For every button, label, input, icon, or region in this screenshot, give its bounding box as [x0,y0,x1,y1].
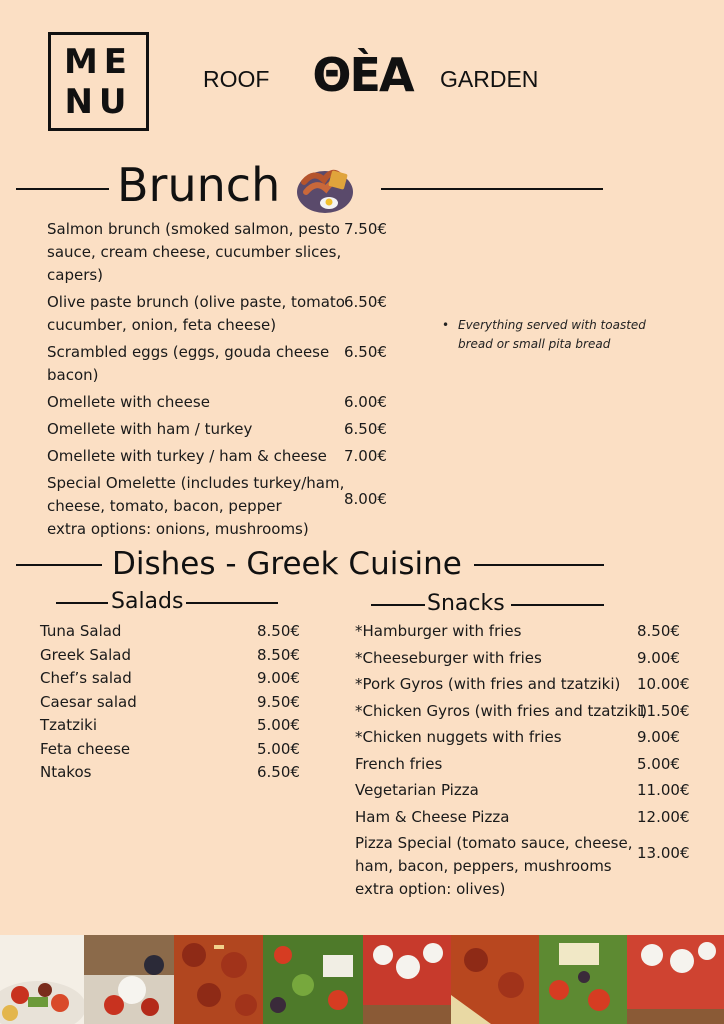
brunch-item-name: Scrambled eggs (eggs, gouda cheese bacon) [47,343,330,384]
dishes-rule-right [474,564,604,566]
snack-item-name: *Chicken Gyros (with fries and tzatziki) [355,701,648,720]
snacks-rule-right [511,604,604,606]
snack-item-price: 9.00€ [637,648,680,667]
salad-item-name: Feta cheese [40,739,131,758]
header-roof-label: ROOF [203,66,270,92]
snack-item [355,753,707,776]
brunch-item-name: Omellete with cheese [47,393,210,411]
feta-tomato-photo-2 [627,935,724,1024]
snack-item-price: 10.00€ [637,675,690,693]
brunch-rule-left [16,188,109,190]
brunch-item [47,341,414,387]
thea-logo-text: ΘÈA [312,48,413,102]
pizza-photo [174,935,263,1024]
bacon-eggs-icon [296,162,354,214]
brunch-item-price: 7.00€ [344,447,387,465]
snack-item-price: 5.00€ [637,754,680,773]
note-bullet: • [442,318,450,332]
brunch-item-name: Olive paste brunch (olive paste, tomato cucumber, onion, feta cheese) [47,293,345,334]
brunch-item [47,391,414,414]
brunch-item-name: Special Omelette (includes turkey/ham, cheese, tomato, bacon, pepper extra options: onions, mushrooms) [47,474,345,538]
brunch-item [47,445,414,468]
salad-item [40,714,327,737]
salad-item-price: 8.50€ [257,645,300,664]
snack-item-name: *Cheeseburger with fries [355,648,542,667]
snack-item-name: *Hamburger with fries [355,622,522,640]
greek-salad-photo-2 [539,935,627,1024]
salads-rule-left [56,602,108,604]
brunch-item-price: 6.50€ [344,343,387,361]
brunch-item-price: 7.50€ [344,220,387,238]
salad-item-price: 9.50€ [257,692,300,711]
thea-logo [295,40,430,110]
snack-item [355,647,707,670]
feta-salad-photo [84,935,174,1024]
served-with-note [442,316,672,354]
snack-item-name: French fries [355,754,443,773]
menu-logo-line1: ME [63,41,134,82]
snack-item-name: *Pork Gyros (with fries and tzatziki) [355,675,621,693]
salad-item [40,644,327,667]
snack-item-price: 13.00€ [637,844,690,862]
snack-item [355,673,707,696]
salad-item-price: 9.00€ [257,669,300,687]
salad-item-price: 6.50€ [257,763,300,781]
salad-item-name: Greek Salad [40,645,131,664]
pizza-photo-2 [451,935,539,1024]
snacks-title: Snacks [427,591,505,616]
brunch-item-price: 6.50€ [344,420,387,438]
dishes-rule-left [16,564,102,566]
salad-item-price: 5.00€ [257,716,300,734]
salad-item [40,761,327,784]
snack-item-name: Ham & Cheese Pizza [355,807,510,826]
salad-item-name: Tzatziki [40,716,98,734]
salad-item-name: Chef’s salad [40,669,132,687]
snack-item [355,779,707,802]
brunch-item-name: Omellete with ham / turkey [47,420,253,438]
salad-item-name: Caesar salad [40,692,137,711]
salads-rule-right [186,602,278,604]
header-garden-label: GARDEN [440,66,539,92]
snack-item [355,700,707,723]
brunch-item-price: 8.00€ [344,490,387,508]
menu-logo-line2: NU [64,81,133,122]
salad-item [40,738,327,761]
brunch-item [47,418,414,441]
salad-item [40,667,327,690]
salad-item-name: Ntakos [40,763,92,781]
salad-item [40,620,327,643]
snack-item-price: 8.50€ [637,622,680,640]
brunch-item-name: Omellete with turkey / ham & cheese [47,447,327,465]
note-text: Everything served with toasted bread or small pita bread [458,318,646,351]
snack-item [355,620,707,643]
salad-item-name: Tuna Salad [40,622,122,640]
snack-item [355,806,707,829]
dishes-title: Dishes - Greek Cuisine [112,546,462,582]
food-photo-strip [0,935,724,1024]
brunch-item-price: 6.00€ [344,393,387,411]
salad-photo [0,935,84,1024]
salad-item-price: 5.00€ [257,739,300,758]
snack-item-price: 11.00€ [637,781,690,799]
snack-item [355,726,707,749]
snack-item-name: Pizza Special (tomato sauce, cheese, ham, bacon, peppers, mushrooms extra option: olives) [355,834,633,898]
snack-item-price: 9.00€ [637,728,680,746]
brunch-item-price: 6.50€ [344,293,387,311]
snack-item-name: *Chicken nuggets with fries [355,728,562,746]
menu-logo-box [48,32,149,131]
brunch-item [47,472,414,541]
feta-tomato-photo [363,935,451,1024]
brunch-item [47,291,414,337]
salad-item [40,691,327,714]
salads-title: Salads [111,589,184,614]
snacks-rule-left [371,604,425,606]
greek-salad-photo [263,935,363,1024]
brunch-rule-right [381,188,603,190]
snack-item-name: Vegetarian Pizza [355,781,479,799]
brunch-item [47,218,414,287]
snack-item [355,832,707,901]
brunch-title: Brunch [117,158,281,212]
snack-item-price: 11.50€ [637,701,690,720]
snack-item-price: 12.00€ [637,807,690,826]
salad-item-price: 8.50€ [257,622,300,640]
brunch-item-name: Salmon brunch (smoked salmon, pesto sauce, cream cheese, cucumber slices, capers) [47,220,342,284]
